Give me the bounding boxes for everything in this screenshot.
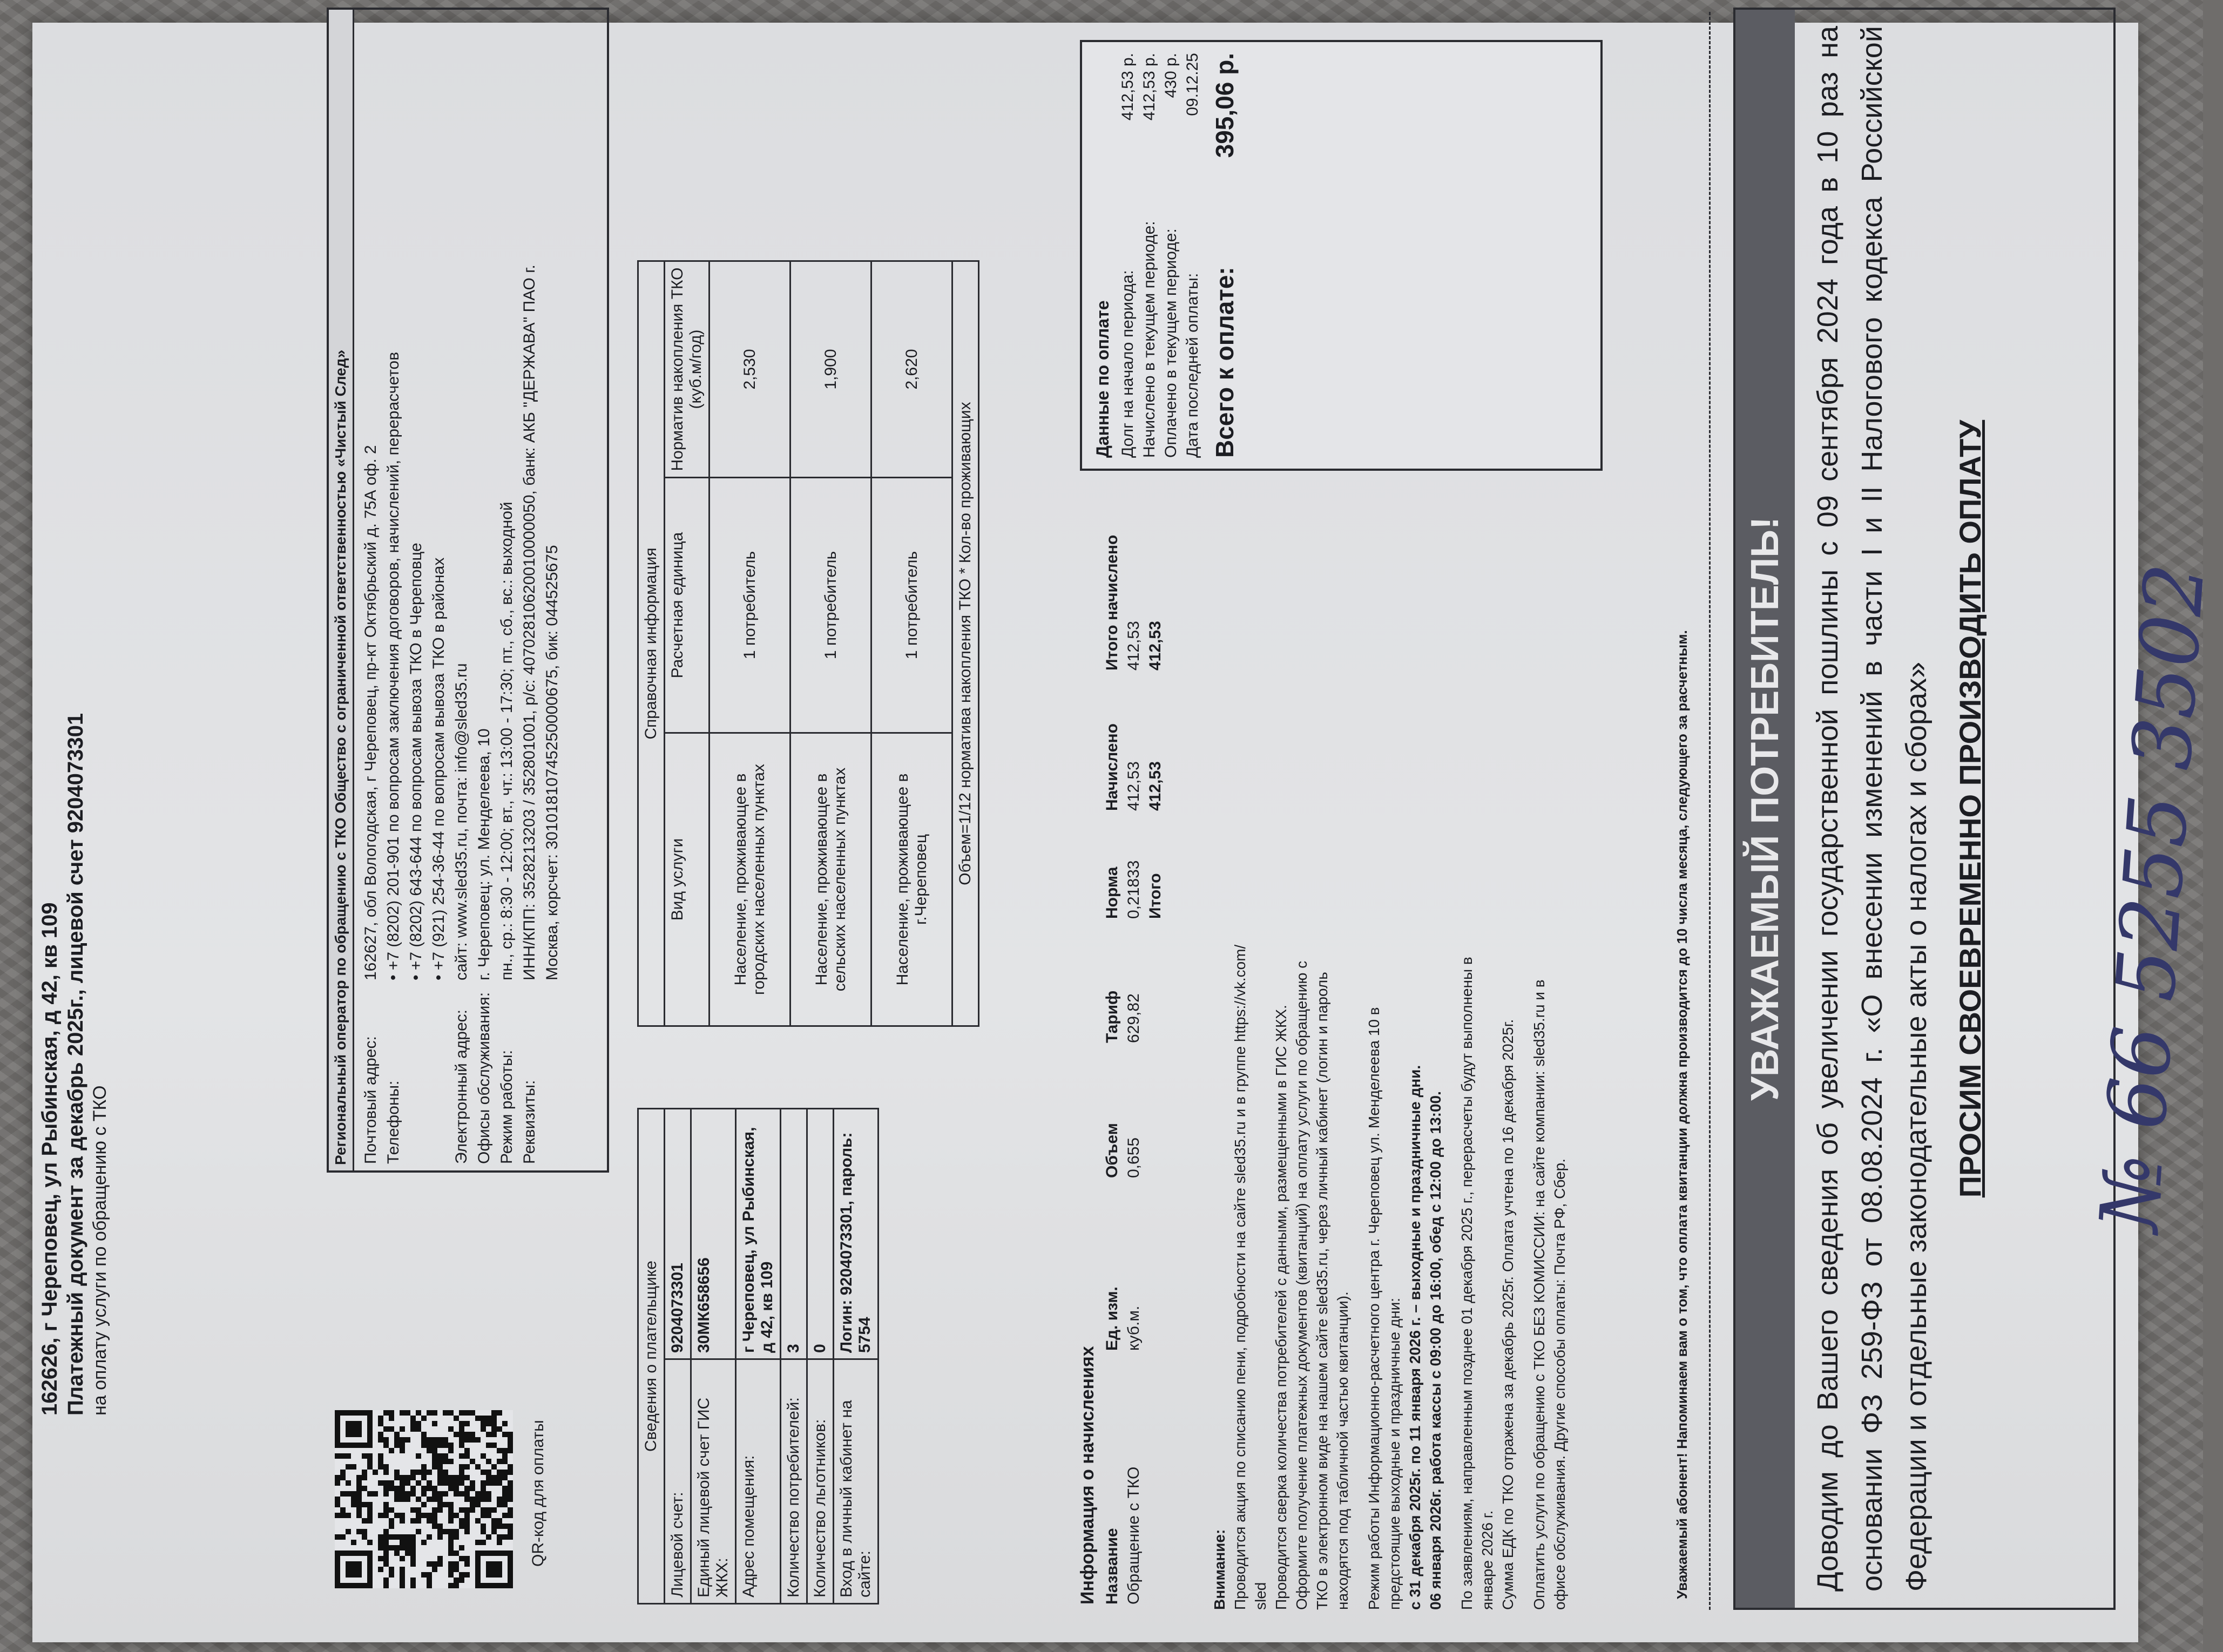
payment-total-label: Всего к оплате: bbox=[1211, 267, 1239, 458]
notes-line: Режим работы Информационно-расчетного центра г. Череповец ул. Менделеева 10 в bbox=[1366, 1007, 1382, 1610]
payment-row-value: 412,53 р. bbox=[1140, 53, 1158, 121]
reference-cell: Население, проживающее в г.Череповец bbox=[871, 733, 952, 1026]
operator-row bbox=[428, 16, 450, 1164]
payment-row bbox=[1117, 53, 1139, 458]
payment-row-value: 09.12.25 bbox=[1184, 53, 1201, 116]
notes-line: офисе обслуживания. Другие способы оплаты: Почта РФ, Сбер. bbox=[1551, 1158, 1568, 1610]
payment-row bbox=[1182, 53, 1204, 458]
charges-header-cell: Объем bbox=[1103, 1123, 1121, 1178]
charges-spacer bbox=[1145, 919, 1166, 1043]
charges-cell: 412,53 bbox=[1125, 621, 1143, 671]
payer-row bbox=[665, 1109, 691, 1604]
charges-table bbox=[1102, 498, 1166, 1604]
reference-row bbox=[710, 261, 790, 1026]
handwritten-number: № 66 5255 3502 bbox=[2082, 560, 2223, 1235]
payer-row bbox=[691, 1109, 736, 1604]
payer-row bbox=[807, 1109, 834, 1604]
operator-row bbox=[450, 16, 473, 1164]
notes-line: Проводится акция по списанию пени, подробности на сайте sled35.ru и в группе https://vk.com/ bbox=[1232, 944, 1248, 1610]
operator-row-label: Режим работы: bbox=[498, 1050, 516, 1164]
notes-line: sled bbox=[1252, 1582, 1269, 1610]
notes-line: январе 2026 г. bbox=[1479, 1510, 1496, 1610]
operator-row bbox=[360, 16, 382, 1164]
operator-info-box bbox=[327, 8, 609, 1173]
announcement-body: Доводим до Вашего сведения об увеличении государственной пошлины с 09 сентября 2024 года в 10 раз на основании ФЗ 259-ФЗ от 08.08.2024 г. «О внесении изменений в части I и II Налогового кодекса Российской Федерации и отдельные законодательные акты о налогах и сборах» bbox=[1812, 26, 1933, 1592]
payment-total-value: 395,06 р. bbox=[1211, 53, 1239, 158]
operator-row-value: г. Череповец: ул. Менделеева, 10 bbox=[475, 728, 493, 980]
payment-row-label: Долг на начало периода: bbox=[1119, 270, 1137, 458]
operator-row bbox=[496, 16, 518, 1164]
document-subtitle: на оплату услуги по обращению с ТКО bbox=[90, 1085, 110, 1416]
charges-header-row bbox=[1102, 498, 1123, 1604]
notes-line: По заявлениям, направленным позднее 01 декабря 2025 г., перерасчеты будут выполнены в bbox=[1458, 957, 1475, 1610]
payer-table-title: Сведения о плательщике bbox=[638, 1109, 665, 1604]
charges-spacer bbox=[1145, 1178, 1166, 1351]
announcement-call-to-pay: ПРОСИМ СВОЕВРЕМЕННО ПРОИЗВОДИТЬ ОПЛАТУ bbox=[1953, 419, 1987, 1198]
payer-row-label: Адрес помещения: bbox=[736, 1359, 781, 1604]
operator-row bbox=[405, 16, 428, 1164]
reference-cell: 1 потребитель bbox=[871, 478, 952, 733]
operator-row bbox=[382, 16, 405, 1164]
charges-total-charged: 412,53 bbox=[1146, 761, 1164, 811]
operator-row-value: 162627, обл Вологодская, г Череповец, пр-кт Октябрьский д. 75А оф. 2 bbox=[362, 445, 380, 980]
announcement-box bbox=[1733, 8, 2116, 1610]
charges-cell: 0,21833 bbox=[1125, 860, 1143, 919]
charges-header-cell: Итого начислено bbox=[1103, 534, 1121, 671]
charges-cell: куб.м. bbox=[1125, 1305, 1143, 1351]
payment-row-value: 430 р. bbox=[1162, 53, 1180, 98]
operator-row bbox=[518, 16, 541, 1164]
notes-line: с 31 декабря 2025г. по 11 января 2026 г. – выходные и праздничные дни. bbox=[1407, 1065, 1423, 1610]
reference-header-norm: Норматив накопления ТКО (куб.м/год) bbox=[665, 261, 710, 478]
charges-spacer bbox=[1145, 1043, 1166, 1178]
charges-spacer bbox=[1145, 1351, 1166, 1604]
operator-row-label bbox=[405, 980, 428, 1164]
charges-header-cell: Тариф bbox=[1103, 990, 1121, 1043]
payment-data-box bbox=[1080, 40, 1603, 471]
payment-row-label: Дата последней оплаты: bbox=[1184, 273, 1201, 458]
operator-row-label bbox=[541, 980, 564, 1164]
reference-cell: 2,530 bbox=[710, 261, 790, 478]
payer-row-label: Лицевой счет: bbox=[665, 1359, 691, 1604]
payer-row-value: 9204073301 bbox=[665, 1109, 691, 1359]
operator-row bbox=[541, 16, 564, 1164]
notes-line: Оплатить услуги по обращению с ТКО БЕЗ КОМИССИИ: на сайте компании: sled35.ru и в bbox=[1531, 979, 1548, 1610]
payer-row bbox=[736, 1109, 781, 1604]
notes-line bbox=[1446, 471, 1457, 1610]
operator-row-value: • +7 (921) 254-36-44 по вопросам вывоза ТКО в районах bbox=[430, 557, 448, 980]
payer-address-title: 162626, г Череповец, ул Рыбинская, д 42, кв 109 bbox=[38, 902, 62, 1416]
payment-document bbox=[32, 23, 2223, 1642]
reference-cell: Население, проживающее в сельских населенных пунктах bbox=[790, 733, 871, 1026]
payer-row-label: Вход в личный кабинет на сайте: bbox=[834, 1359, 879, 1604]
operator-row-value: • +7 (8202) 201-901 по вопросам заключения договоров, начислений, перерасчетов bbox=[384, 351, 402, 980]
operator-row-label: Почтовый адрес: bbox=[362, 1036, 380, 1164]
operator-row-label bbox=[428, 980, 450, 1164]
notes-line: Сумма ЕДК по ТКО отражена за декабрь 2025г. Оплата учтена по 16 декабря 2025г. bbox=[1499, 1019, 1516, 1610]
payer-row bbox=[834, 1109, 879, 1604]
charges-header-cell: Название bbox=[1103, 1528, 1121, 1604]
reference-header-service: Вид услуги bbox=[665, 733, 710, 1026]
cut-line bbox=[1709, 12, 1711, 1610]
reference-table-title: Справочная информация bbox=[638, 261, 665, 1026]
notes-line bbox=[1353, 471, 1364, 1610]
notes-line: Проводится сверка количества потребителей с данными, размещенными в ГИС ЖКХ. bbox=[1273, 1005, 1289, 1610]
charges-total-label: Итого bbox=[1146, 873, 1164, 919]
charges-total-sum: 412,53 bbox=[1146, 621, 1164, 671]
payer-row-value: 3 bbox=[781, 1109, 807, 1359]
payer-row-value: 0 bbox=[807, 1109, 834, 1359]
reference-table bbox=[637, 260, 979, 1027]
announcement-banner: УВАЖАЕМЫЙ ПОТРЕБИТЕЛЬ! bbox=[1735, 10, 1795, 1608]
operator-row-value: Москва, корсчет: 30101810745250000675, бик: 044525675 bbox=[543, 545, 561, 980]
reference-cell: 1 потребитель bbox=[710, 478, 790, 733]
notes-line: Оформите получение платежных документов (квитанций) на оплату услуги по обращению с bbox=[1293, 960, 1310, 1610]
operator-row-value: пн., ср.: 8:30 - 12:00; вт., чт.: 13:00 - 17:30; пт., сб., вс.: выходной bbox=[498, 502, 516, 980]
operator-row-label: Реквизиты: bbox=[521, 1080, 538, 1164]
payment-row bbox=[1139, 53, 1160, 458]
payment-title: Данные по оплате bbox=[1093, 300, 1112, 458]
payment-row-label: Оплачено в текущем периоде: bbox=[1162, 228, 1180, 458]
payer-row bbox=[781, 1109, 807, 1604]
reference-cell: 2,620 bbox=[871, 261, 952, 478]
reference-row bbox=[871, 261, 952, 1026]
operator-row-value: ИНН/КПП: 3528213203 / 352801001, р/с: 40702810620010000050, банк: АКБ "ДЕРЖАВА" ПАО г. bbox=[521, 265, 538, 980]
payer-info-table bbox=[637, 1108, 879, 1604]
charges-header-cell: Начислено bbox=[1103, 723, 1121, 811]
charges-title: Информация о начислениях bbox=[1077, 1346, 1098, 1604]
reference-row bbox=[790, 261, 871, 1026]
payer-row-value: Логин: 9204073301, пароль: 5754 bbox=[834, 1109, 879, 1359]
charges-cell: 629,82 bbox=[1125, 993, 1143, 1043]
operator-row bbox=[473, 16, 496, 1164]
document-title: Платежный документ за декабрь 2025г., лицевой счет 9204073301 bbox=[64, 713, 87, 1416]
reference-cell: 1 потребитель bbox=[790, 478, 871, 733]
operator-title: Региональный оператор по обращению с ТКО Общество с ограниченной ответственностью «Чистый След» bbox=[329, 10, 354, 1170]
charges-cell: 0,655 bbox=[1125, 1137, 1143, 1178]
payment-deadline-reminder: Уважаемый абонент! Напоминаем вам о том, что оплата квитанции должна производится до 10 числа месяца, следующего за расчетным. bbox=[1674, 630, 1690, 1599]
payment-row bbox=[1160, 53, 1182, 458]
charges-header-cell: Норма bbox=[1103, 866, 1121, 919]
notes-line: находятся под табличной частью квитанции). bbox=[1334, 1291, 1351, 1610]
operator-row-label: Офисы обслуживания: bbox=[475, 992, 493, 1164]
operator-row-value: • +7 (8202) 643-644 по вопросам вывоза ТКО в Череповце bbox=[407, 543, 425, 980]
charges-total-row bbox=[1145, 498, 1166, 1604]
notes-line bbox=[1518, 471, 1529, 1610]
qr-label: QR-код для оплаты bbox=[529, 1420, 547, 1567]
charges-cell: 412,53 bbox=[1125, 761, 1143, 811]
notes-attention: Внимание: bbox=[1211, 1529, 1228, 1610]
operator-row-label: Электронный адрес: bbox=[452, 1009, 470, 1164]
reference-header-unit: Расчетная единица bbox=[665, 478, 710, 733]
payer-row-label: Количество льготников: bbox=[807, 1359, 834, 1604]
reference-footnote: Объем=1/12 норматива накопления ТКО * Кол-во проживающих bbox=[952, 261, 979, 1026]
payment-row-label: Начислено в текущем периоде: bbox=[1140, 221, 1158, 458]
notes-line: 06 января 2026г. работа кассы с 09:00 до 16:00, обед с 12:00 до 13:00. bbox=[1427, 1091, 1444, 1610]
notes-line: ТКО в электронном виде на нашем сайте sled35.ru, через личный кабинет (логин и пароль bbox=[1314, 972, 1330, 1610]
operator-row-label: Телефоны: bbox=[384, 1080, 402, 1164]
reference-cell: Население, проживающее в городских населенных пунктах bbox=[710, 733, 790, 1026]
notes-section bbox=[1210, 471, 1570, 1610]
notes-line: предстоящие выходные и праздничные дни: bbox=[1386, 1297, 1403, 1610]
payer-row-value: 30МК658656 bbox=[691, 1109, 736, 1359]
reference-cell: 1,900 bbox=[790, 261, 871, 478]
payment-row-value: 412,53 р. bbox=[1119, 53, 1137, 121]
charges-header-cell: Ед. изм. bbox=[1103, 1287, 1121, 1351]
qr-code bbox=[335, 1410, 513, 1588]
operator-row-value: сайт: www.sled35.ru, почта: info@sled35.ru bbox=[452, 663, 470, 980]
payer-row-label: Единый лицевой счет ГИС ЖКХ: bbox=[691, 1359, 736, 1604]
charges-row bbox=[1123, 498, 1145, 1604]
payer-row-label: Количество потребителей: bbox=[781, 1359, 807, 1604]
charges-cell: Обращение с ТКО bbox=[1125, 1466, 1143, 1604]
payer-row-value: г Череповец, ул Рыбинская, д 42, кв 109 bbox=[736, 1109, 781, 1359]
